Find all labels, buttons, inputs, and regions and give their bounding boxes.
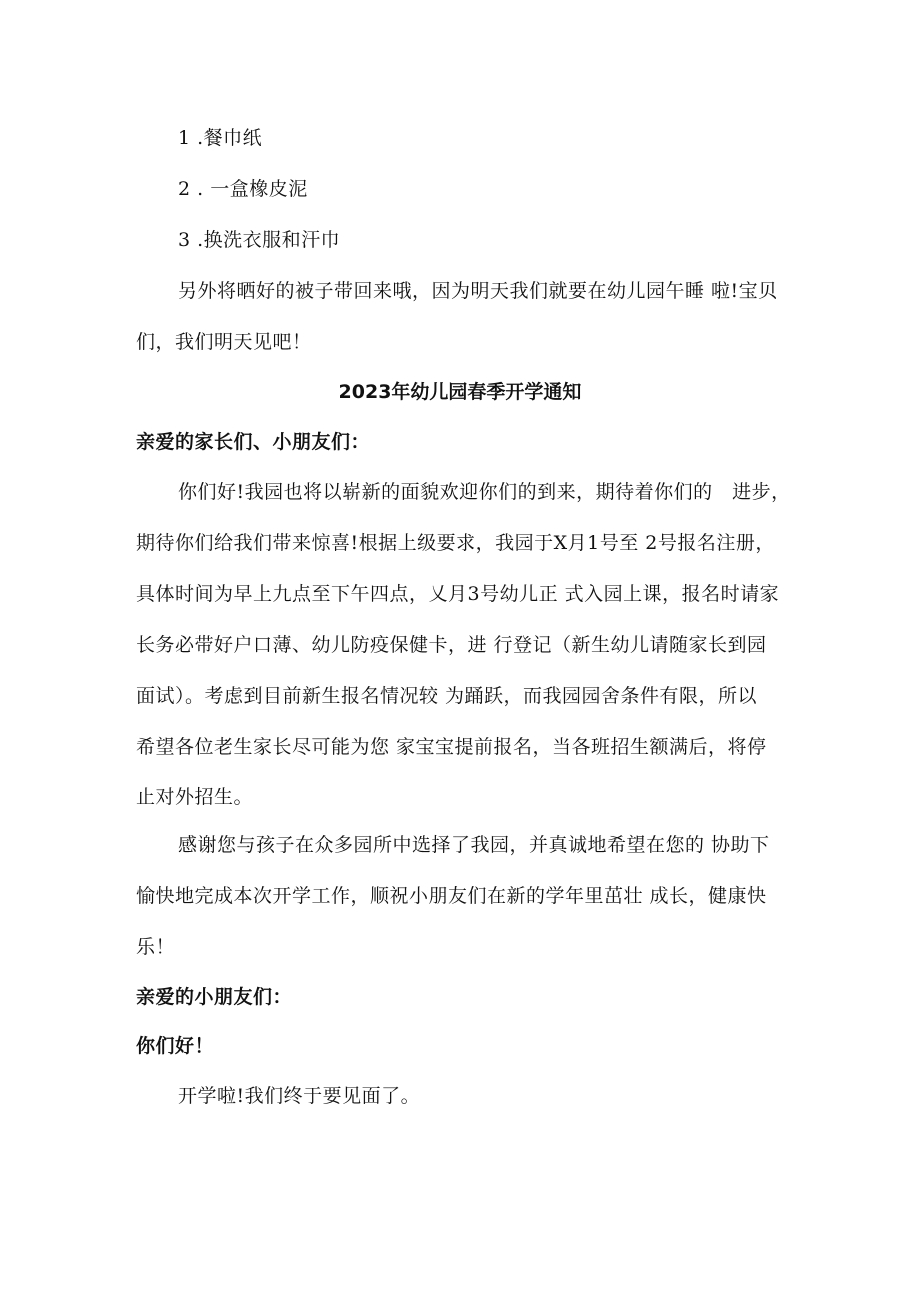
paragraph-line: 具体时间为早上九点至下午四点，乂月3号幼儿正 式入园上课，报名时请家 bbox=[136, 583, 780, 605]
paragraph-line: 止对外招生。 bbox=[136, 786, 254, 808]
intro-line: 们，我们明天见吧！ bbox=[136, 331, 312, 353]
paragraph-line: 期待你们给我们带来惊喜!根据上级要求，我园于X月1号至 2号报名注册， bbox=[136, 532, 775, 554]
paragraph-line: 你们好!我园也将以崭新的面貌欢迎你们的到来，期待着你们的 进步， bbox=[178, 481, 791, 503]
hello-line: 你们好！ bbox=[136, 1035, 215, 1057]
greeting-parents: 亲爱的家长们、小朋友们： bbox=[136, 431, 371, 453]
list-item: 2 . 一盒橡皮泥 bbox=[178, 178, 308, 200]
intro-line: 另外将晒好的被子带回来哦，因为明天我们就要在幼儿园午睡 啦!宝贝 bbox=[178, 280, 778, 302]
paragraph-line: 开学啦!我们终于要见面了。 bbox=[178, 1085, 421, 1107]
list-item: 3 .换洗衣服和汗巾 bbox=[178, 229, 341, 251]
paragraph-line: 愉快地完成本次开学工作，顺祝小朋友们在新的学年里茁壮 成长，健康快 bbox=[136, 885, 767, 907]
paragraph-line: 感谢您与孩子在众多园所中选择了我园，并真诚地希望在您的 协助下 bbox=[178, 834, 770, 856]
paragraph-line: 乐！ bbox=[136, 936, 176, 958]
paragraph-line: 面试）。考虑到目前新生报名情况较 为踊跃，而我园园舍条件有限，所以 bbox=[136, 685, 758, 707]
paragraph-line: 希望各位老生家长尽可能为您 家宝宝提前报名，当各班招生额满后，将停 bbox=[136, 736, 767, 758]
greeting-children: 亲爱的小朋友们： bbox=[136, 986, 293, 1008]
list-item: 1 .餐巾纸 bbox=[178, 127, 263, 149]
notice-title: 2023年幼儿园春季开学通知 bbox=[338, 381, 582, 403]
paragraph-line: 长务必带好户口薄、幼儿防疫保健卡，进 行登记（新生幼儿请随家长到园 bbox=[136, 634, 767, 656]
